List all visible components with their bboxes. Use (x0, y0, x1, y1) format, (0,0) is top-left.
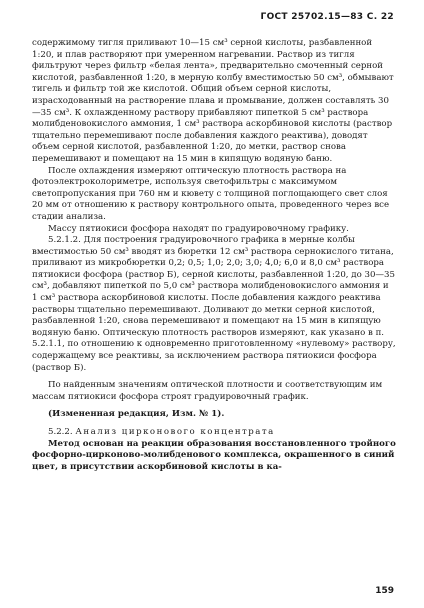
paragraph-calibration: 5.2.1.2. Для построения градуировочного графика в мерные колбы вместимостью 50 см³ вводят из бюретки 12 см³ раствора сернокислого титана, приливают из микробюретки 0,2; 0,5; 1,0; 2,0; 3,0; 4,0; 6,0 и 8,0 см³ раствора пятиокиси фосфора (раствор Б), серной кислоты, разбавленной 1:20, до 30—35 см³, добавляют пипеткой по 5,0 см³ раствора молибденовокислого аммония и 1 см³ раствора аскорбиновой кислоты. После добавления каждого реактива растворы тщательно перемешивают. Доливают до метки серной кислотой, разбавленной 1:20, снова перемешивают и помещают на 15 мин в кипящую водяную баню. Оптическую плотность растворов измеряют, как указано в п. 5.2.1.1, по отношению к одновременно приготовленному «нулевому» раствору, содержащему все реактивы, за исключением раствора пятиокиси фосфора (раствор Б). (32, 235, 396, 373)
page-number: 159 (375, 586, 394, 596)
paragraph-method: Метод основан на реакции образования восстановленного тройного фосфорно-цирконово-молибденового комплекса, окрашенного в синий цвет, в присутствии аскорбиновой кислоты в ка- (32, 438, 396, 472)
running-header: ГОСТ 25702.15—83 С. 22 (260, 12, 394, 22)
paragraph-mass: Массу пятиокиси фосфора находят по градуировочному графику. (48, 223, 349, 234)
document-body (32, 38, 396, 473)
amendment-note: (Измененная редакция, Изм. № 1). (48, 409, 225, 420)
paragraph-continued: содержимому тигля приливают 10—15 см³ серной кислоты, разбавленной 1:20, и плав растворяют при умеренном нагревании. Раствор из тигля фильтруют через фильтр «белая лента», предварительно смоченный серной кислотой, разбавленной 1:20, в мерную колбу вместимостью 50 см³, обмывают тигель и фильтр той же кислотой. Общий объем серной кислоты, израсходованный на растворение плава и промывание, должен составлять 30—35 см³. К охлажденному раствору прибавляют пипеткой 5 см³ раствора молибденовокислого аммония, 1 см³ раствора аскорбиновой кислоты (раствор тщательно перемешивают после добавления каждого реактива), доводят объем серной кислотой, разбавленной 1:20, до метки, раствор снова перемешивают и помещают на 15 мин в кипящую водяную баню. (32, 38, 394, 164)
paragraph-graph: По найденным значениям оптической плотности и соответствующим им массам пятиокиси фосфора строят градуировочный график. (32, 380, 383, 402)
section-title: Анализ цирконового концентрата (75, 427, 275, 437)
paragraph-measurement: После охлаждения измеряют оптическую плотность раствора на фотоэлектроколориметре, используя светофильтры с максимумом светопропускания при 760 нм и кювету с толщиной поглощающего свет слоя 20 мм от отношению к раствору контрольного опыта, проведенного через все стадии анализа. (32, 165, 390, 222)
section-heading (32, 427, 396, 439)
section-number: 5.2.2. (48, 427, 73, 437)
